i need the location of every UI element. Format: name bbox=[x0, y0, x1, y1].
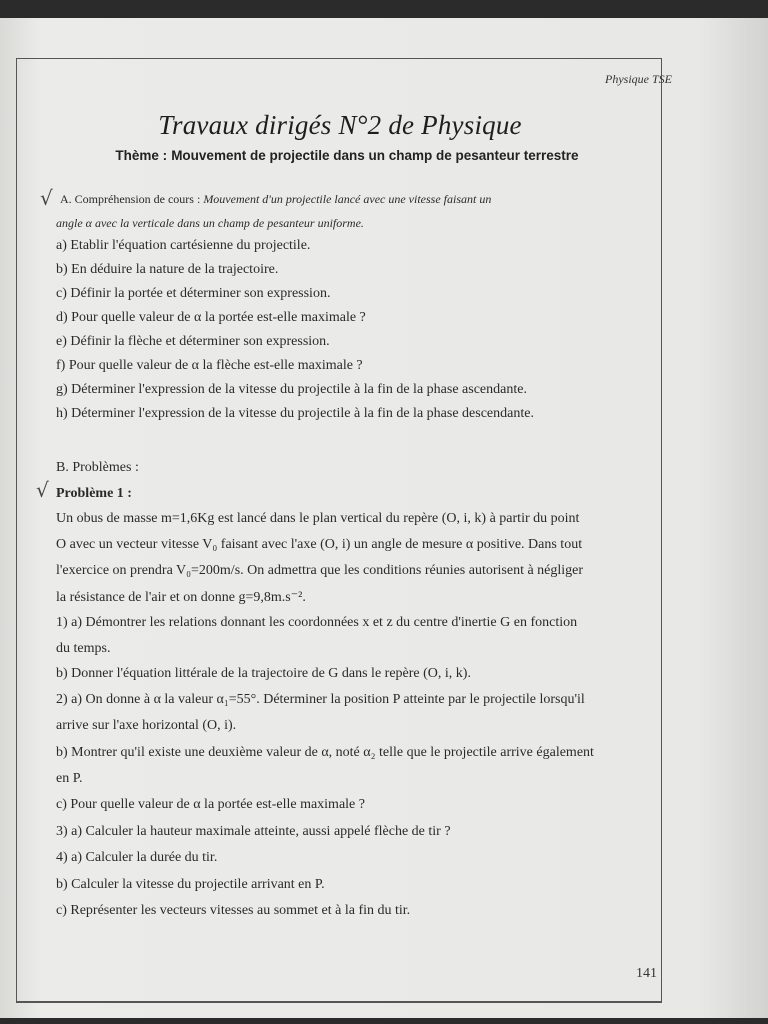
question-1b: b) Donner l'équation littérale de la trajectoire de G dans le repère (O, i, k). bbox=[56, 666, 471, 681]
section-a-intro-2: angle α avec la verticale dans un champ de pesanteur uniforme. bbox=[56, 216, 364, 230]
section-a-heading bbox=[60, 192, 660, 207]
question-f: f) Pour quelle valeur de α la flèche est-elle maximale ? bbox=[56, 358, 363, 373]
question-2b: b) Montrer qu'il existe une deuxième valeur de α, noté α₂ telle que le projectile arrive également bbox=[56, 745, 594, 760]
checkmark-icon: √ bbox=[36, 478, 49, 502]
problem-1-label: Problème 1 : bbox=[56, 486, 132, 501]
theme-line bbox=[60, 148, 634, 163]
question-2b-cont: en P. bbox=[56, 771, 83, 786]
question-c: c) Définir la portée et déterminer son expression. bbox=[56, 286, 331, 301]
question-g: g) Déterminer l'expression de la vitesse du projectile à la fin de la phase ascendante. bbox=[56, 382, 527, 397]
section-b-label: B. Problèmes : bbox=[56, 460, 139, 475]
section-a-label: A. Compréhension de cours : bbox=[60, 192, 201, 206]
problem-text-line: l'exercice on prendra V₀=200m/s. On admettra que les conditions réunies autorisent à négliger bbox=[56, 563, 584, 578]
question-2a: 2) a) On donne à α la valeur α₁=55°. Déterminer la position P atteinte par le projectile lorsqu'il bbox=[56, 692, 585, 707]
question-a: a) Etablir l'équation cartésienne du projectile. bbox=[56, 238, 311, 253]
question-4c: c) Représenter les vecteurs vitesses au sommet et à la fin du tir. bbox=[56, 903, 411, 918]
theme-label: Thème : bbox=[115, 148, 168, 163]
page-title: Travaux dirigés N°2 de Physique bbox=[158, 110, 522, 140]
subject-header: Physique TSE bbox=[605, 72, 672, 86]
question-1a-cont: du temps. bbox=[56, 641, 111, 656]
problem-text-line: la résistance de l'air et on donne g=9,8m.s⁻². bbox=[56, 590, 306, 605]
section-a-intro-1: Mouvement d'un projectile lancé avec une vitesse faisant un bbox=[203, 192, 492, 206]
question-e: e) Définir la flèche et déterminer son expression. bbox=[56, 334, 330, 349]
question-1a: 1) a) Démontrer les relations donnant les coordonnées x et z du centre d'inertie G en fonction bbox=[56, 615, 578, 630]
question-d: d) Pour quelle valeur de α la portée est-elle maximale ? bbox=[56, 310, 366, 325]
checkmark-icon: √ bbox=[40, 186, 53, 210]
problem-text-line: Un obus de masse m=1,6Kg est lancé dans le plan vertical du repère (O, i, k) à partir du point bbox=[56, 511, 580, 526]
question-2a-cont: arrive sur l'axe horizontal (O, i). bbox=[56, 718, 237, 733]
problem-text-line: O avec un vecteur vitesse V₀ faisant avec l'axe (O, i) un angle de mesure α positive. Dans tout bbox=[56, 537, 583, 552]
question-h: h) Déterminer l'expression de la vitesse du projectile à la fin de la phase descendante. bbox=[56, 406, 534, 421]
question-4b: b) Calculer la vitesse du projectile arrivant en P. bbox=[56, 877, 325, 892]
question-b: b) En déduire la nature de la trajectoire. bbox=[56, 262, 279, 277]
question-3a: 3) a) Calculer la hauteur maximale atteinte, aussi appelé flèche de tir ? bbox=[56, 824, 451, 839]
theme-text: Mouvement de projectile dans un champ de pesanteur terrestre bbox=[171, 148, 579, 163]
page-number: 141 bbox=[636, 966, 657, 981]
question-2c: c) Pour quelle valeur de α la portée est-elle maximale ? bbox=[56, 797, 365, 812]
question-4a: 4) a) Calculer la durée du tir. bbox=[56, 850, 218, 865]
